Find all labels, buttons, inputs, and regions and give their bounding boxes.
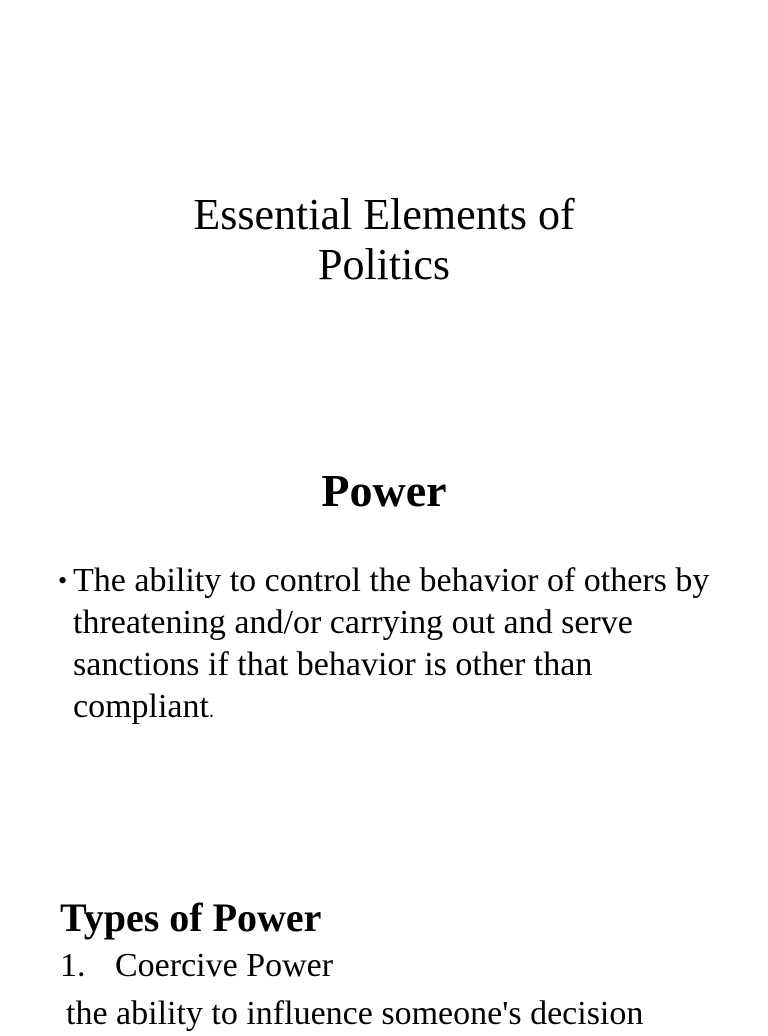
types-of-power-heading: Types of Power — [60, 895, 322, 940]
power-definition-period: . — [208, 700, 214, 722]
slide-title — [0, 190, 768, 290]
list-item — [60, 944, 333, 988]
power-definition — [58, 560, 738, 732]
power-definition-text: The ability to control the behavior of others by threatening and/or carrying out and serve sanctions if that behavior is other than compliant — [73, 562, 710, 725]
bullet-glyph: • — [58, 566, 68, 595]
list-item-label: Coercive Power — [115, 947, 334, 984]
list-item-number: 1. — [60, 947, 86, 984]
slide-title-line-1: Essential Elements of — [193, 190, 575, 239]
power-heading: Power — [321, 465, 447, 516]
slide-title-line-2: Politics — [317, 240, 451, 289]
power-definition-text-wrap — [58, 560, 738, 732]
coercive-power-description: the ability to influence someone's decision — [66, 995, 644, 1032]
